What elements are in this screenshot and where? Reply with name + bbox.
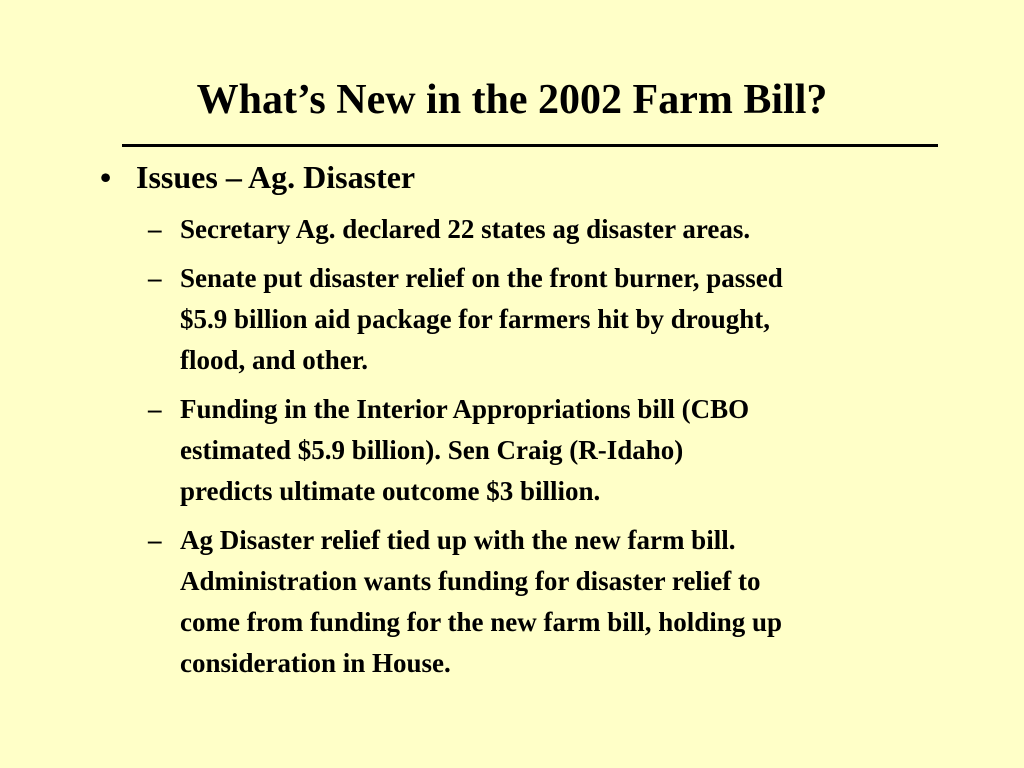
sub-bullet-line: Senate put disaster relief on the front burner, passed <box>180 263 783 293</box>
sub-bullet-line: flood, and other. <box>180 345 369 375</box>
sub-bullet-item <box>148 209 948 250</box>
dash-icon: – <box>148 394 162 424</box>
sub-bullet-line: Ag Disaster relief tied up with the new farm bill. <box>180 525 736 555</box>
sub-bullet-line: estimated $5.9 billion). Sen Craig (R-Idaho) <box>180 435 684 465</box>
sub-bullet-item <box>148 389 948 512</box>
sub-bullet-line: Administration wants funding for disaster relief to <box>180 566 761 596</box>
dash-icon: – <box>148 214 162 244</box>
slide-title: What’s New in the 2002 Farm Bill? <box>196 77 828 123</box>
sub-bullet-line: predicts ultimate outcome $3 billion. <box>180 476 601 506</box>
sub-bullet-line: $5.9 billion aid package for farmers hit by drought, <box>180 304 771 334</box>
sub-bullet-item <box>148 258 948 381</box>
sub-bullet-list <box>148 209 948 692</box>
dash-icon: – <box>148 263 162 293</box>
bullet-icon: • <box>100 159 112 195</box>
sub-bullet-line: come from funding for the new farm bill, holding up <box>180 607 783 637</box>
sub-bullet-line: consideration in House. <box>180 648 451 678</box>
sub-bullet-line: Secretary Ag. declared 22 states ag disaster areas. <box>180 214 751 244</box>
sub-bullet-item <box>148 520 948 684</box>
bullet-text: Issues – Ag. Disaster <box>136 159 416 195</box>
title-divider <box>122 144 938 147</box>
sub-bullet-line: Funding in the Interior Appropriations bill (CBO <box>180 394 750 424</box>
dash-icon: – <box>148 525 162 555</box>
